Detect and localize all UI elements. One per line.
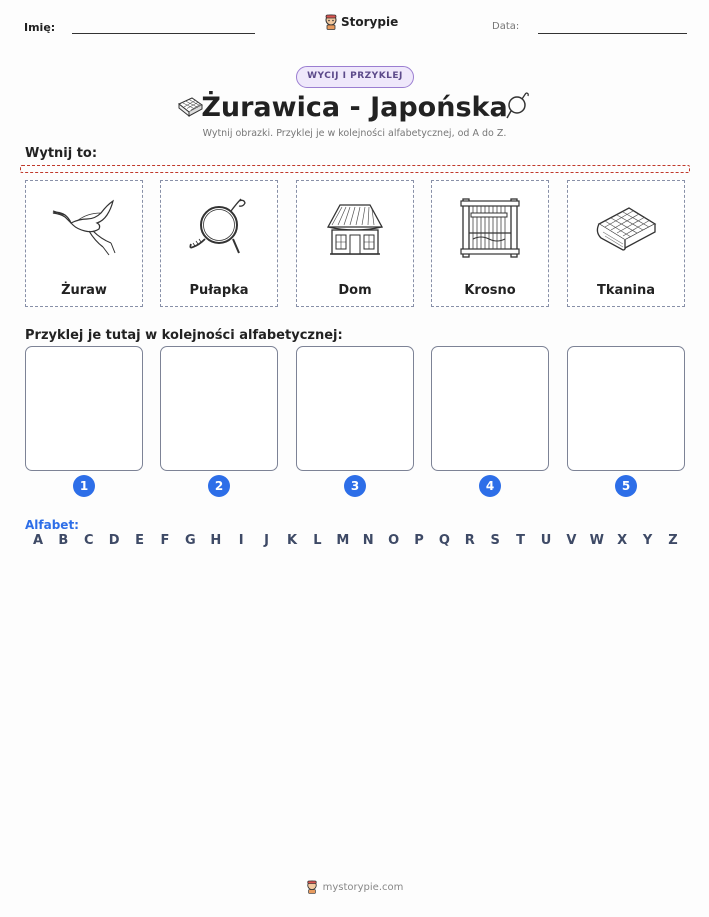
cut-cards xyxy=(25,180,685,307)
alphabet-letter: M xyxy=(336,533,350,548)
alphabet-letter: X xyxy=(617,533,628,548)
trap-icon xyxy=(189,195,249,261)
paste-slot-4[interactable] xyxy=(431,346,549,471)
fabric-icon xyxy=(593,202,659,254)
loom-icon xyxy=(459,195,521,261)
alphabet-letter: G xyxy=(185,533,196,548)
slot-number: 4 xyxy=(479,475,501,497)
paste-slot-2[interactable] xyxy=(160,346,278,471)
alphabet-letter: D xyxy=(108,533,120,548)
alphabet-letter: L xyxy=(313,533,322,548)
alphabet-letter: F xyxy=(160,533,170,548)
date-label: Data: xyxy=(492,21,520,32)
cut-card-fabric[interactable] xyxy=(567,180,685,307)
cut-card-crane[interactable] xyxy=(25,180,143,307)
name-field[interactable] xyxy=(72,33,255,34)
alphabet-letter: S xyxy=(490,533,500,548)
paste-slot-1[interactable] xyxy=(25,346,143,471)
alphabet-letter: B xyxy=(58,533,69,548)
slot-number: 1 xyxy=(73,475,95,497)
alphabet-letter: Q xyxy=(438,533,450,548)
cut-line xyxy=(20,165,690,173)
paste-slot-5[interactable] xyxy=(567,346,685,471)
alphabet-letter: C xyxy=(84,533,94,548)
footer xyxy=(0,880,709,894)
card-label: Krosno xyxy=(464,283,516,298)
alphabet-letter: I xyxy=(238,533,244,548)
alphabet-letter: W xyxy=(589,533,604,548)
cut-section-label: Wytnij to: xyxy=(25,146,98,161)
paste-slots xyxy=(25,346,685,506)
alphabet-letter: V xyxy=(566,533,577,548)
card-label: Tkanina xyxy=(596,283,656,298)
slot-number: 2 xyxy=(208,475,230,497)
alphabet-letter: Y xyxy=(642,533,653,548)
storypie-logo-icon xyxy=(306,880,318,894)
crane-icon xyxy=(49,195,119,261)
alphabet-letter: N xyxy=(362,533,374,548)
alphabet-letter: U xyxy=(540,533,552,548)
alphabet-letter: R xyxy=(464,533,475,548)
alphabet-letter: H xyxy=(210,533,222,548)
alphabet-letter: O xyxy=(388,533,400,548)
activity-badge: WYCIJ I PRZYKLEJ xyxy=(296,66,414,88)
storypie-logo-icon xyxy=(324,14,338,30)
trap-icon xyxy=(505,91,531,121)
card-label: Pułapka xyxy=(189,283,249,298)
alphabet-letter: E xyxy=(135,533,145,548)
page-title: Żurawica - Japońska xyxy=(201,92,508,123)
alphabet-letter: P xyxy=(414,533,424,548)
footer-url: mystorypie.com xyxy=(322,881,404,893)
header xyxy=(24,14,687,38)
paste-section-label: Przyklej je tutaj w kolejności alfabetycznej: xyxy=(25,328,343,343)
alphabet-letter: A xyxy=(32,533,44,548)
alphabet-label: Alfabet: xyxy=(25,518,79,532)
alphabet-letter: K xyxy=(286,533,298,548)
slot-number: 3 xyxy=(344,475,366,497)
cut-card-loom[interactable] xyxy=(431,180,549,307)
brand-logo xyxy=(324,14,398,30)
alphabet-letter: J xyxy=(264,533,270,548)
house-icon xyxy=(322,197,388,259)
alphabet-letter: Z xyxy=(668,533,678,548)
alphabet-letter: T xyxy=(516,533,526,548)
card-label: Żuraw xyxy=(61,283,107,298)
cut-card-house[interactable] xyxy=(296,180,414,307)
alphabet-row xyxy=(25,533,685,551)
slot-number: 5 xyxy=(615,475,637,497)
paste-slot-3[interactable] xyxy=(296,346,414,471)
cut-card-trap[interactable] xyxy=(160,180,278,307)
date-field[interactable] xyxy=(538,33,687,34)
instructions: Wytnij obrazki. Przyklej je w kolejności alfabetycznej, od A do Z. xyxy=(202,128,507,139)
card-label: Dom xyxy=(338,283,372,298)
name-label: Imię: xyxy=(24,21,56,34)
brand-name: Storypie xyxy=(341,15,399,29)
